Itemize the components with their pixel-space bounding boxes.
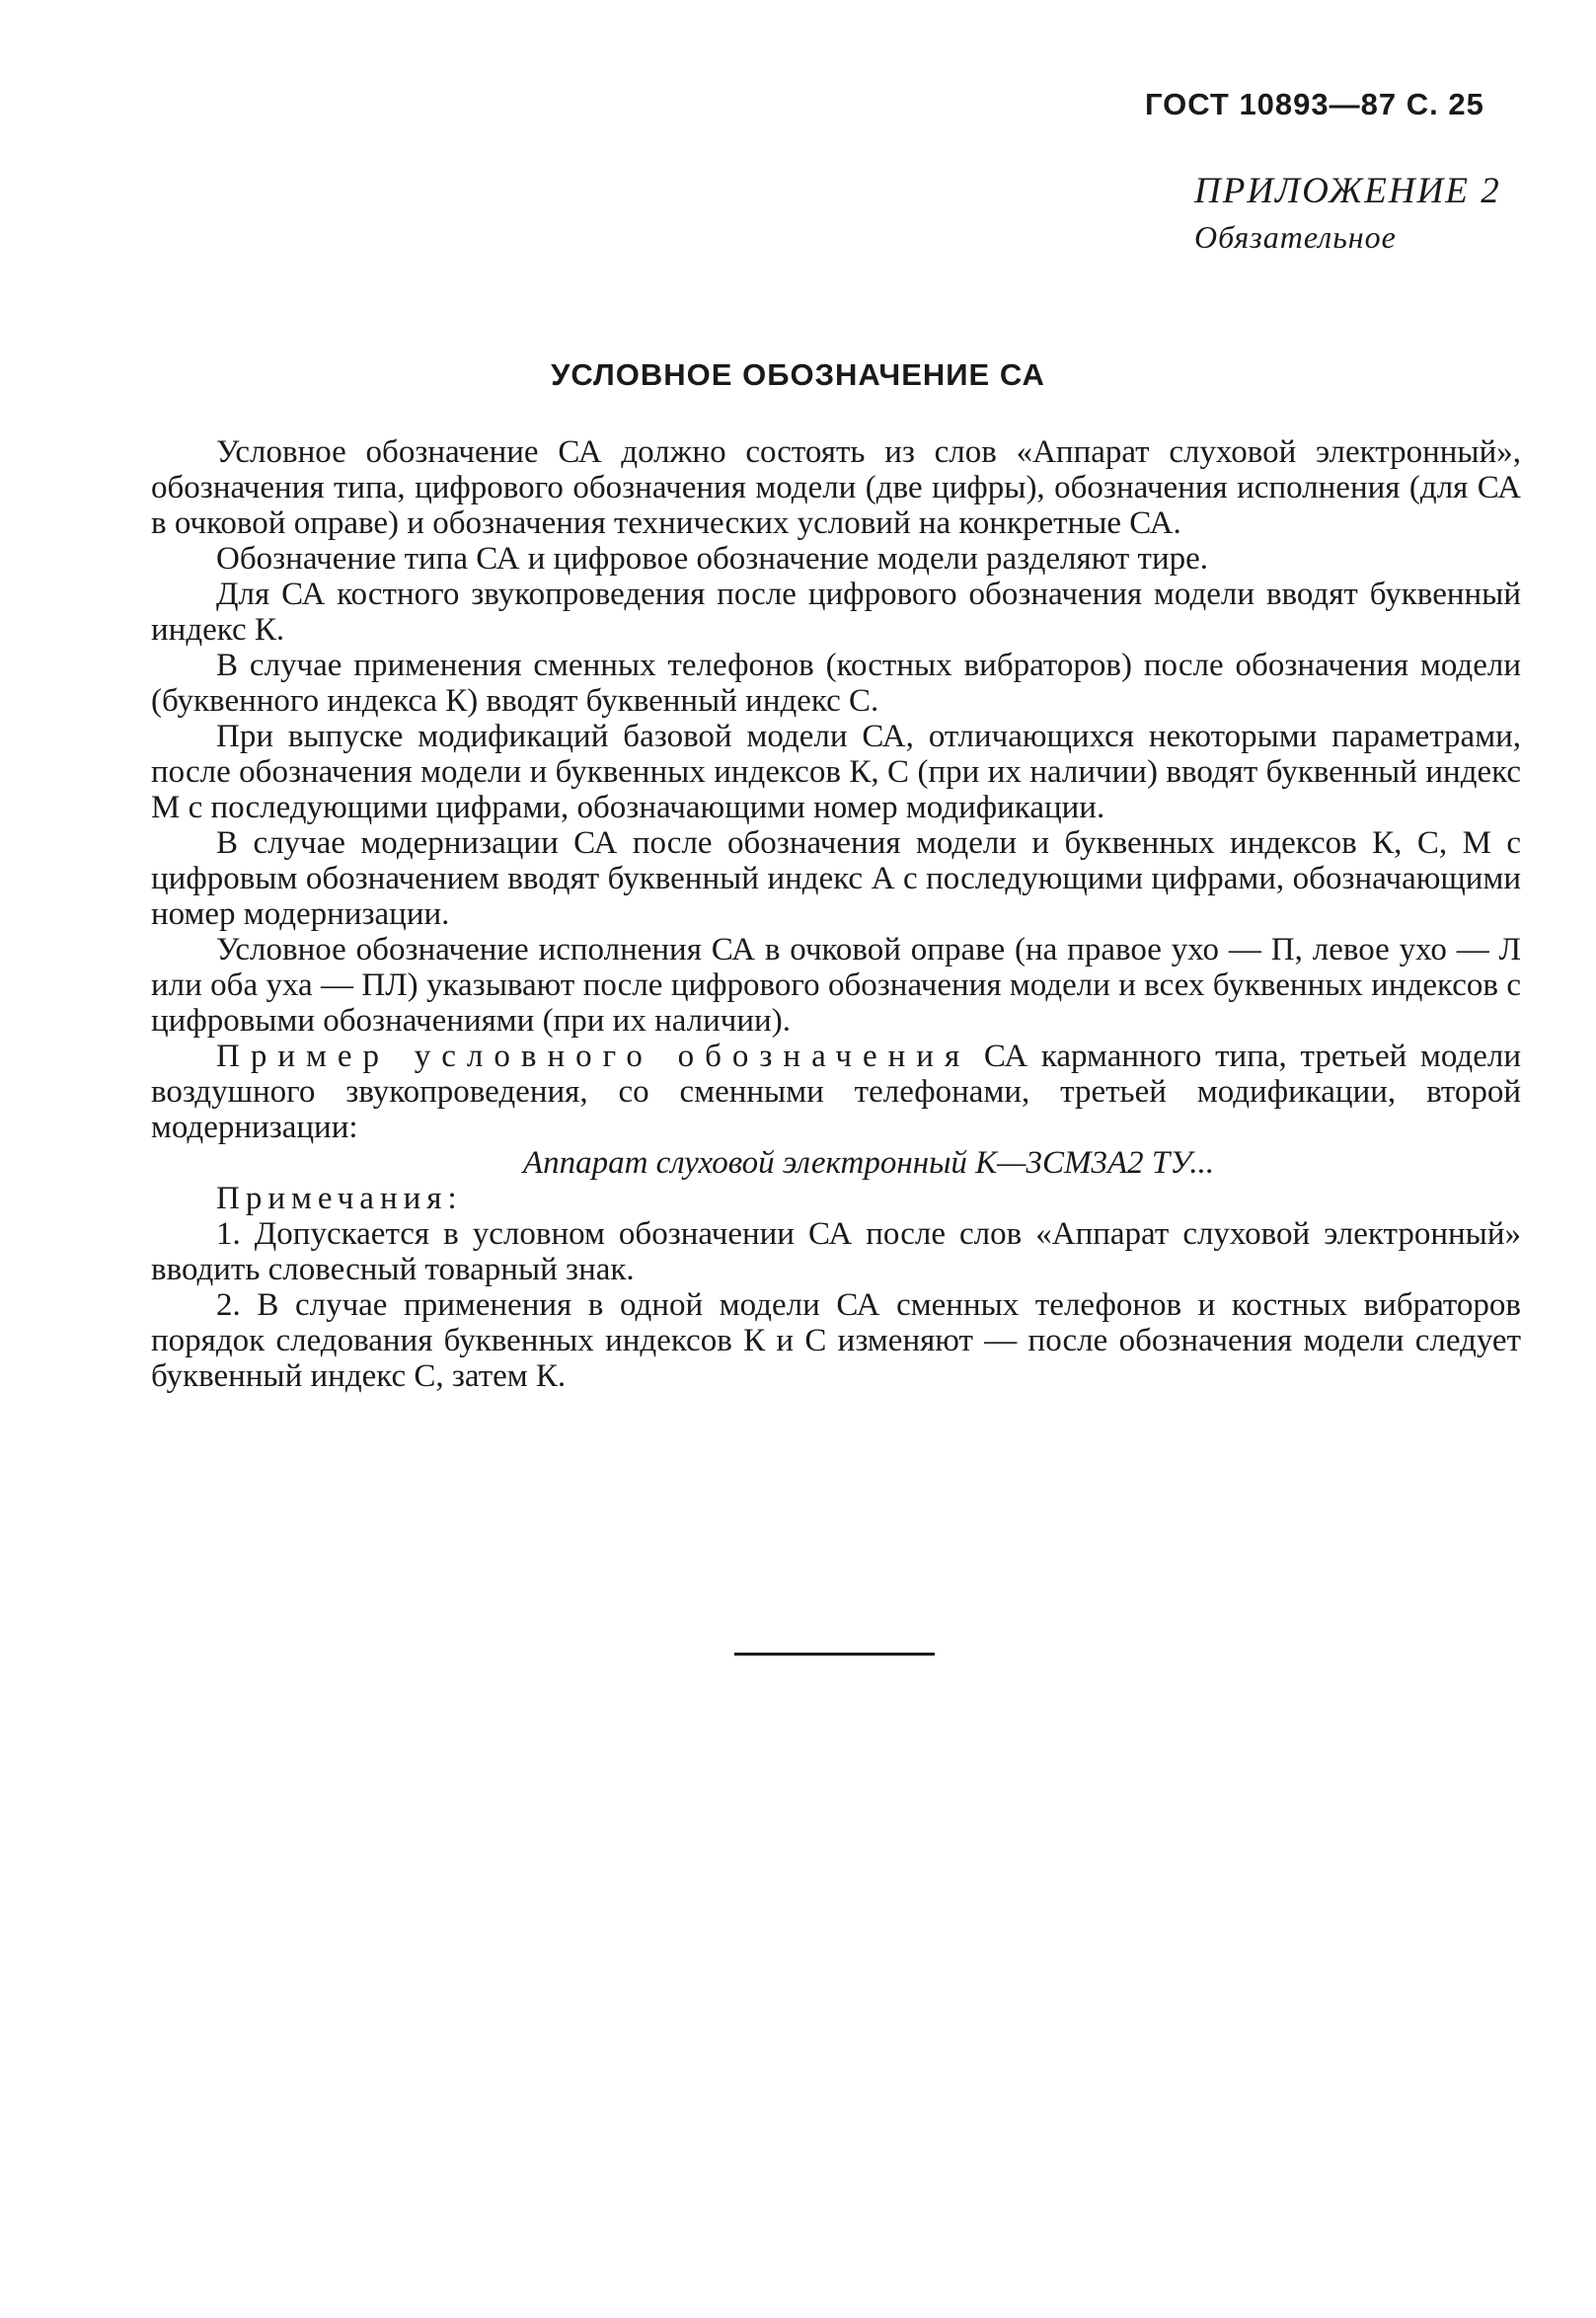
example-designation: Аппарат слуховой электронный К—3СМ3А2 ТУ...	[522, 1145, 1215, 1181]
note-item: 2. В случае применения в одной модели СА сменных телефонов и костных вибраторов порядок следования буквенных индексов К и С изменяют — после обозначения модели следует буквенный индекс С, затем К.	[151, 1287, 1521, 1394]
appendix-status: Обязательное	[1194, 219, 1397, 255]
paragraph: Для СА костного звукопроведения после цифрового обозначения модели вводят буквенный индекс К.	[151, 577, 1521, 648]
paragraph: При выпуске модификаций базовой модели СА, отличающихся некоторыми параметрами, после обозначения модели и буквенных индексов К, С (при их наличии) вводят буквенный индекс М с последующими цифрами, обозначающими номер модификации.	[151, 719, 1521, 825]
document-body	[151, 434, 1521, 1394]
paragraph: В случае модернизации СА после обозначения модели и буквенных индексов К, С, М с цифровым обозначением вводят буквенный индекс А с последующими цифрами, обозначающими номер модернизации.	[151, 825, 1521, 932]
example-paragraph	[151, 1039, 1521, 1145]
paragraph: Условное обозначение исполнения СА в очковой оправе (на правое ухо — П, левое ухо — Л или оба уха — ПЛ) указывают после цифрового обозначения модели и всех буквенных индексов с цифровыми обозначениями (при их наличии).	[151, 932, 1521, 1039]
example-text: СА карманного типа, третьей модели воздушного звукопроведения, со сменными телефонами, третьей модификации, второй модернизации:	[151, 1039, 1521, 1145]
appendix-label: ПРИЛОЖЕНИЕ 2	[1194, 171, 1501, 211]
paragraph: В случае применения сменных телефонов (костных вибраторов) после обозначения модели (буквенного индекса К) вводят буквенный индекс С.	[151, 648, 1521, 719]
section-title: УСЛОВНОЕ ОБОЗНАЧЕНИЕ СА	[551, 357, 1045, 392]
paragraph: Обозначение типа СА и цифровое обозначение модели разделяют тире.	[216, 541, 1209, 577]
note-item: 1. Допускается в условном обозначении СА после слов «Аппарат слуховой электронный» вводить словесный товарный знак.	[151, 1216, 1521, 1287]
end-rule-divider	[734, 1653, 935, 1656]
example-lead: Пример условного обозначения	[216, 1039, 971, 1074]
paragraph: Условное обозначение СА должно состоять из слов «Аппарат слуховой электронный», обозначения типа, цифрового обозначения модели (две цифры), обозначения исполнения (для СА в очковой оправе) и обозначения технических условий на конкретные СА.	[151, 434, 1521, 541]
notes-heading: Примечания:	[216, 1181, 463, 1216]
page-header-reference: ГОСТ 10893—87 С. 25	[1145, 87, 1484, 121]
